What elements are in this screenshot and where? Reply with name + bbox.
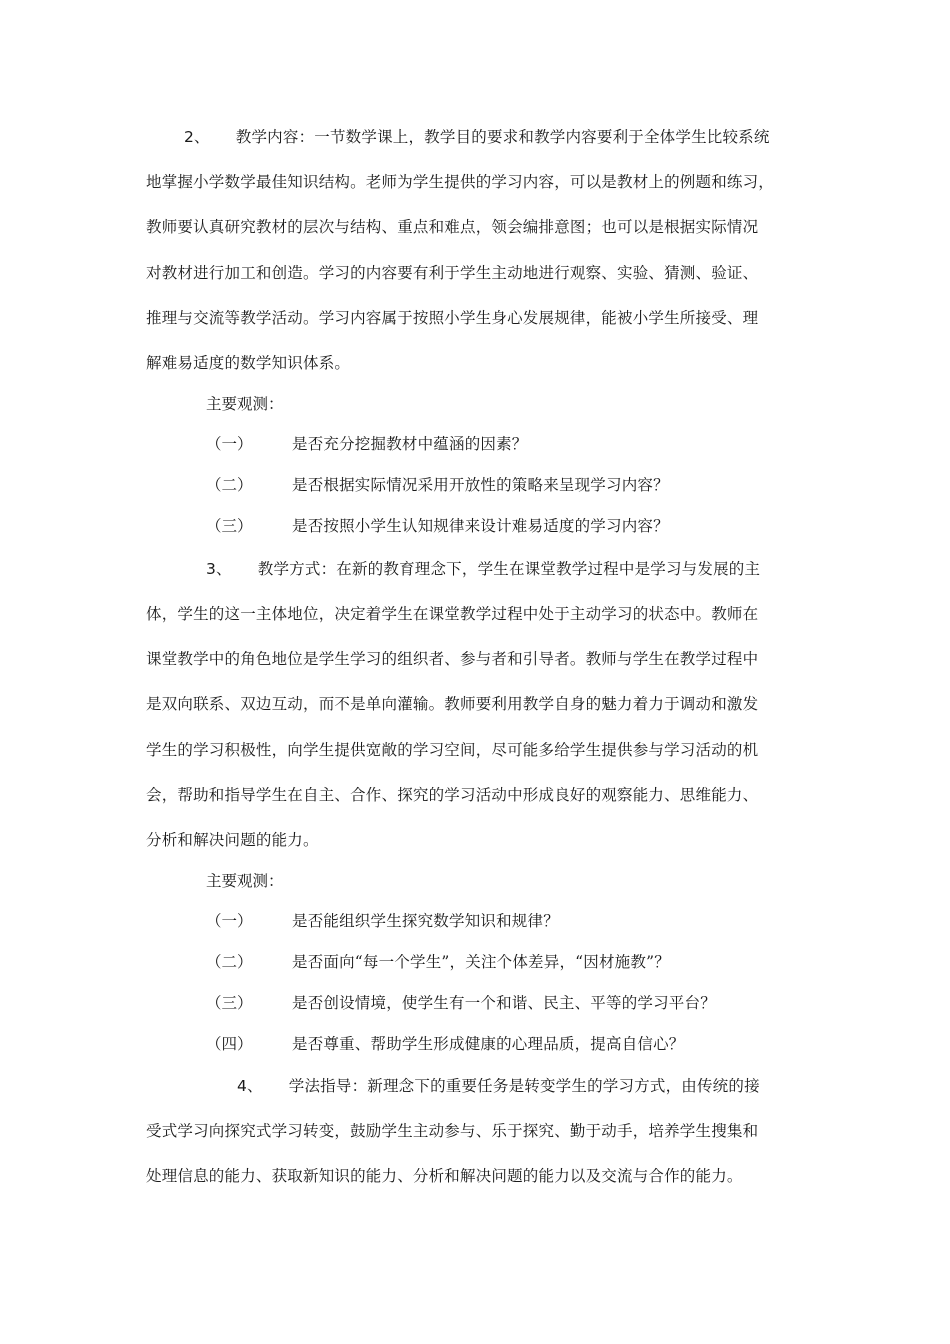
section-2-obs-1-label: （一）: [206, 435, 253, 453]
section-2-line-2: 地掌握小学数学最佳知识结构。老师为学生提供的学习内容，可以是教材上的例题和练习，: [146, 173, 775, 191]
section-2-obs-1-text: 是否充分挖掘教材中蕴涵的因素？: [292, 435, 528, 453]
section-3-obs-1-text: 是否能组织学生探究数学知识和规律？: [292, 912, 559, 930]
section-3-line-6: 会，帮助和指导学生在自主、合作、探究的学习活动中形成良好的观察能力、思维能力、: [146, 786, 759, 804]
section-3-obs-3-label: （三）: [206, 994, 253, 1012]
section-3-line-7: 分析和解决问题的能力。: [146, 831, 319, 849]
section-3-line-5: 学生的学习积极性，向学生提供宽敞的学习空间，尽可能多给学生提供参与学习活动的机: [146, 741, 759, 759]
section-4-line-3: 处理信息的能力、获取新知识的能力、分析和解决问题的能力以及交流与合作的能力。: [146, 1167, 743, 1185]
section-4-number: 4、: [237, 1077, 263, 1095]
section-4-line-2: 受式学习向探究式学习转变，鼓励学生主动参与、乐于探究、勤于动手，培养学生搜集和: [146, 1122, 759, 1140]
section-3-line-4: 是双向联系、双边互动，而不是单向灌输。教师要利用教学自身的魅力着力于调动和激发: [146, 695, 759, 713]
section-3-observe-title: 主要观测：: [206, 872, 284, 890]
section-3-line-2: 体，学生的这一主体地位，决定着学生在课堂教学过程中处于主动学习的状态中。教师在: [146, 605, 759, 623]
section-2-obs-2-text: 是否根据实际情况采用开放性的策略来呈现学习内容？: [292, 476, 669, 494]
section-2-line-6: 解难易适度的数学知识体系。: [146, 354, 351, 372]
section-2-line-5: 推理与交流等教学活动。学习内容属于按照小学生身心发展规律，能被小学生所接受、理: [146, 309, 759, 327]
section-4-line-1: 学法指导：新理念下的重要任务是转变学生的学习方式，由传统的接: [288, 1077, 760, 1095]
section-3-obs-1-label: （一）: [206, 912, 253, 930]
section-2-first-line: [146, 127, 816, 147]
section-2-observe-title: 主要观测：: [206, 395, 284, 413]
section-2-number: 2、: [184, 128, 210, 146]
section-3-obs-2-text: 是否面向“每一个学生”，关注个体差异，“因材施教”？: [292, 953, 670, 971]
section-3-obs-3-text: 是否创设情境，使学生有一个和谐、民主、平等的学习平台？: [292, 994, 716, 1012]
section-2-obs-2-label: （二）: [206, 476, 253, 494]
section-2-obs-3-label: （三）: [206, 517, 253, 535]
section-2-obs-3-text: 是否按照小学生认知规律来设计难易适度的学习内容？: [292, 517, 669, 535]
section-4-first-line: [146, 1076, 816, 1096]
section-3-obs-4-text: 是否尊重、帮助学生形成健康的心理品质，提高自信心？: [292, 1035, 685, 1053]
section-3-obs-4-label: （四）: [206, 1035, 253, 1053]
section-3-line-3: 课堂教学中的角色地位是学生学习的组织者、参与者和引导者。教师与学生在教学过程中: [146, 650, 759, 668]
section-2-line-1: 教学内容：一节数学课上，教学目的要求和教学内容要利于全体学生比较系统: [235, 128, 770, 146]
section-3-obs-2-label: （二）: [206, 953, 253, 971]
section-3-first-line: [146, 559, 816, 579]
section-2-line-4: 对教材进行加工和创造。学习的内容要有利于学生主动地进行观察、实验、猜测、验证、: [146, 264, 759, 282]
section-3-number: 3、: [206, 560, 232, 578]
section-2-line-3: 教师要认真研究教材的层次与结构、重点和难点，领会编排意图；也可以是根据实际情况: [146, 218, 759, 236]
section-3-line-1: 教学方式：在新的教育理念下，学生在课堂教学过程中是学习与发展的主: [257, 560, 761, 578]
